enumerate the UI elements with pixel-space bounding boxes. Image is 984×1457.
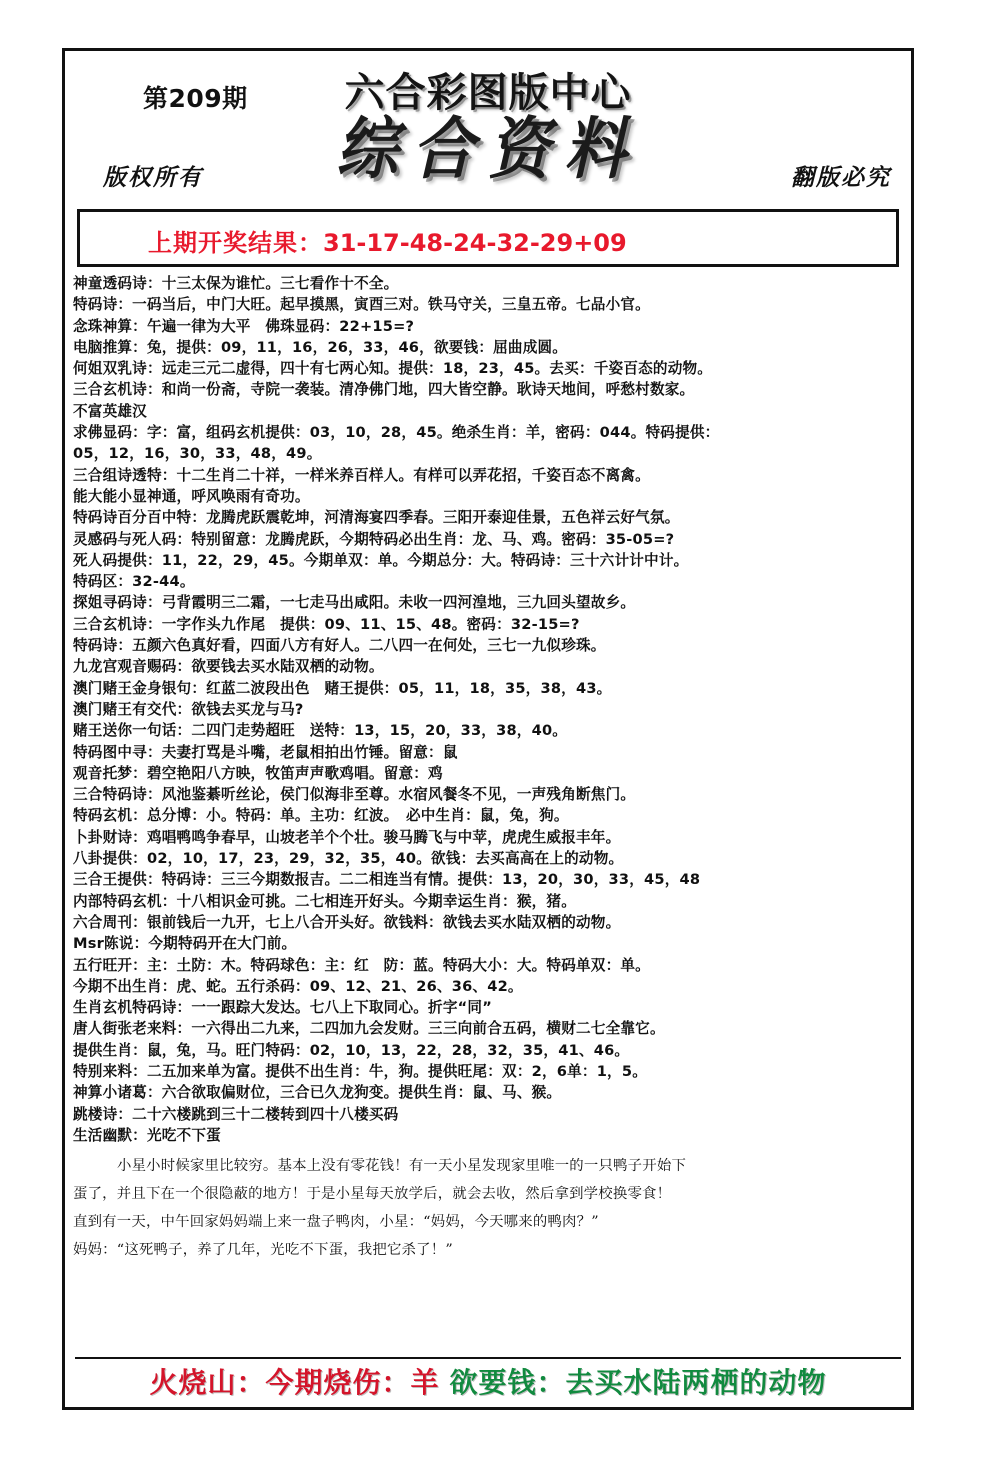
content-line: Msr陈说：今期特码开在大门前。 [73, 935, 297, 953]
content-line: 五行旺开：主：土防：木。特码球色：主：红 防：蓝。特码大小：大。特码单双：单。 [73, 956, 650, 974]
content-line: 三合玄机诗：和尚一份斋，寺院一袭装。清净佛门地，四大皆空静。耿诗天地间，呼愁村数家。 [73, 381, 695, 399]
reprint-warning: 翻版必究 [791, 164, 891, 191]
story-line: 蛋了，并且下在一个很隐蔽的地方！于是小星每天放学后，就会去收，然后拿到学校换零食！ [73, 1186, 672, 1203]
content-line: 特码诗百分百中特：龙腾虎跃震乾坤，河清海宴四季春。三阳开泰迎佳景，五色祥云好气氛。 [73, 509, 680, 527]
content-line: 提供生肖：鼠，兔，马。旺门特码：02，10，13，22，28，32，35，41、46。 [73, 1041, 630, 1059]
previous-draw-result-bar [77, 209, 899, 267]
content-line: 三合特码诗：风池鉴綦听丝论，侯门似海非至尊。水宿风餐冬不见，一声残角断焦门。 [73, 786, 636, 804]
content-line: 特别来料：二五加来单为富。提供不出生肖：牛，狗。提供旺尾：双：2，6单：1，5。 [73, 1062, 647, 1080]
copyright-notice: 版权所有 [103, 164, 203, 191]
content-line: 特码诗：五颜六色真好看，四面八方有好人。二八四一在何处，三七一九似珍珠。 [73, 637, 606, 655]
content-line: 能大能小显神通，呼风唤雨有奇功。 [73, 487, 310, 505]
content-line: 六合周刊：银前钱后一九开，七上八合开头好。欲钱料：欲钱去买水陆双栖的动物。 [73, 913, 621, 931]
content-line: 念珠神算：午遍一律为大平 佛珠显码：22+15=? [73, 317, 415, 335]
poster-page [62, 48, 914, 1410]
result-bar-inner [80, 212, 896, 258]
content-line: 赌王送你一句话：二四门走势超旺 送特：13，15，20，33，38，40。 [73, 722, 568, 740]
result-label: 上期开奖结果： [148, 229, 323, 257]
footer-green-text: 欲要钱：去买水陆两栖的动物 [449, 1366, 827, 1399]
content-line: 灵感码与死人码：特别留意：龙腾虎跃，今期特码必出生肖：龙、马、鸡。密码：35-05=? [73, 530, 675, 548]
content-line: 生肖玄机特码诗：一一跟踪大发达。七八上下取同心。折字“同” [73, 999, 493, 1017]
content-line: 05，12，16，30，33，48，49。 [73, 445, 322, 463]
brand-main-title: 综合资料 [335, 109, 640, 189]
content-line: 澳门赌王有交代：欲钱去买龙与马? [73, 700, 304, 718]
content-line: 特码玄机：总分博：小。特码：单。主功：红波。 必中生肖：鼠，兔，狗。 [73, 807, 569, 825]
content-line: 死人码提供：11，22，29，45。今期单双：单。今期总分：大。特码诗：三十六计计中计。 [73, 551, 689, 569]
brand-top-title: 六合彩图版中心 [344, 70, 632, 116]
content-line: 特码图中寻：夫妻打骂是斗嘴，老鼠相拍出竹锤。留意：鼠 [73, 743, 458, 761]
footer-red-text: 火烧山：今期烧伤：羊 [149, 1366, 440, 1399]
content-line: 求佛显码：字：富，组码玄机提供：03，10，28，45。绝杀生肖：羊，密码：044。特码提供： [73, 424, 720, 442]
footer-banner [75, 1357, 901, 1403]
content-line: 观音托梦：碧空艳阳八方映，牧笛声声歌鸡唱。留意：鸡 [73, 764, 443, 782]
issue-number: 第209期 [143, 84, 248, 113]
content-line: 特码诗：一码当后，中门大旺。起早摸黑，寅酉三对。铁马守关，三皇五帝。七品小官。 [73, 296, 650, 314]
masthead [65, 51, 911, 203]
content-line: 唐人街张老来料：一六得出二九来，二四加九会发财。三三向前合五码，横财二七全靠它。 [73, 1020, 665, 1038]
content-line: 今期不出生肖：虎、蛇。五行杀码：09、12、21、26、36、42。 [73, 977, 523, 995]
content-line: 神童透码诗：十三太保为谁忙。三七看作十不全。 [73, 275, 399, 292]
content-line: 跳楼诗：二十六楼跳到三十二楼转到四十八楼买码 [73, 1105, 399, 1123]
story-line: 直到有一天，中午回家妈妈端上来一盘子鸭肉，小星：“妈妈，今天哪来的鸭肉？” [73, 1214, 599, 1231]
content-line: 神算小诸葛：六合欲取偏财位，三合已久龙狗变。提供生肖：鼠、马、猴。 [73, 1084, 562, 1102]
story-line: 小星小时候家里比较穷。基本上没有零花钱！有一天小星发现家里唯一的一只鸭子开始下 [117, 1158, 687, 1175]
story-line: 妈妈：“这死鸭子，养了几年，光吃不下蛋，我把它杀了！” [73, 1242, 453, 1259]
content-line: 生活幽默：光吃不下蛋 [73, 1126, 221, 1144]
content-line: 卜卦财诗：鸡唱鸭鸣争春早，山坡老羊个个壮。骏马腾飞与中苹，虎虎生威报丰年。 [73, 828, 621, 846]
content-line: 澳门赌王金身银句：红蓝二波段出色 赌王提供：05，11，18，35，38，43。 [73, 679, 612, 697]
content-line: 探姐寻码诗：弓背霞明三二霜，一七走马出咸阳。未收一四河湟地，三九回头望故乡。 [73, 594, 636, 612]
content-line: 特码区：32-44。 [73, 573, 195, 591]
content-line: 三合玄机诗：一字作头九作尾 提供：09、11、15、48。密码：32-15=? [73, 615, 580, 633]
content-body [65, 269, 911, 1351]
content-line: 内部特码玄机：十八相识金可挑。二七相连开好头。今期幸运生肖：猴，猪。 [73, 892, 576, 910]
content-line: 电脑推算：兔，提供：09，11，16，26，33，46，欲要钱：屈曲成圆。 [73, 338, 568, 356]
content-line: 何姐双乳诗：远走三元二虚得，四十有七两心知。提供：18，23，45。去买：千姿百态的动物。 [73, 360, 713, 378]
content-line: 八卦提供：02，10，17，23，29，32，35，40。欲钱：去买高高在上的动物。 [73, 850, 624, 868]
result-numbers: 31-17-48-24-32-29+09 [323, 229, 627, 257]
content-line: 九龙宫观音赐码：欲要钱去买水陆双栖的动物。 [73, 658, 384, 676]
content-line: 三合王提供：特码诗：三三今期数报吉。二二相连当有情。提供：13，20，30，33，45，48 [73, 871, 701, 889]
content-line: 三合组诗透特：十二生肖二十祥，一样米养百样人。有样可以弄花招，千姿百态不离禽。 [73, 466, 650, 484]
content-line: 不富英雄汉 [73, 402, 147, 420]
